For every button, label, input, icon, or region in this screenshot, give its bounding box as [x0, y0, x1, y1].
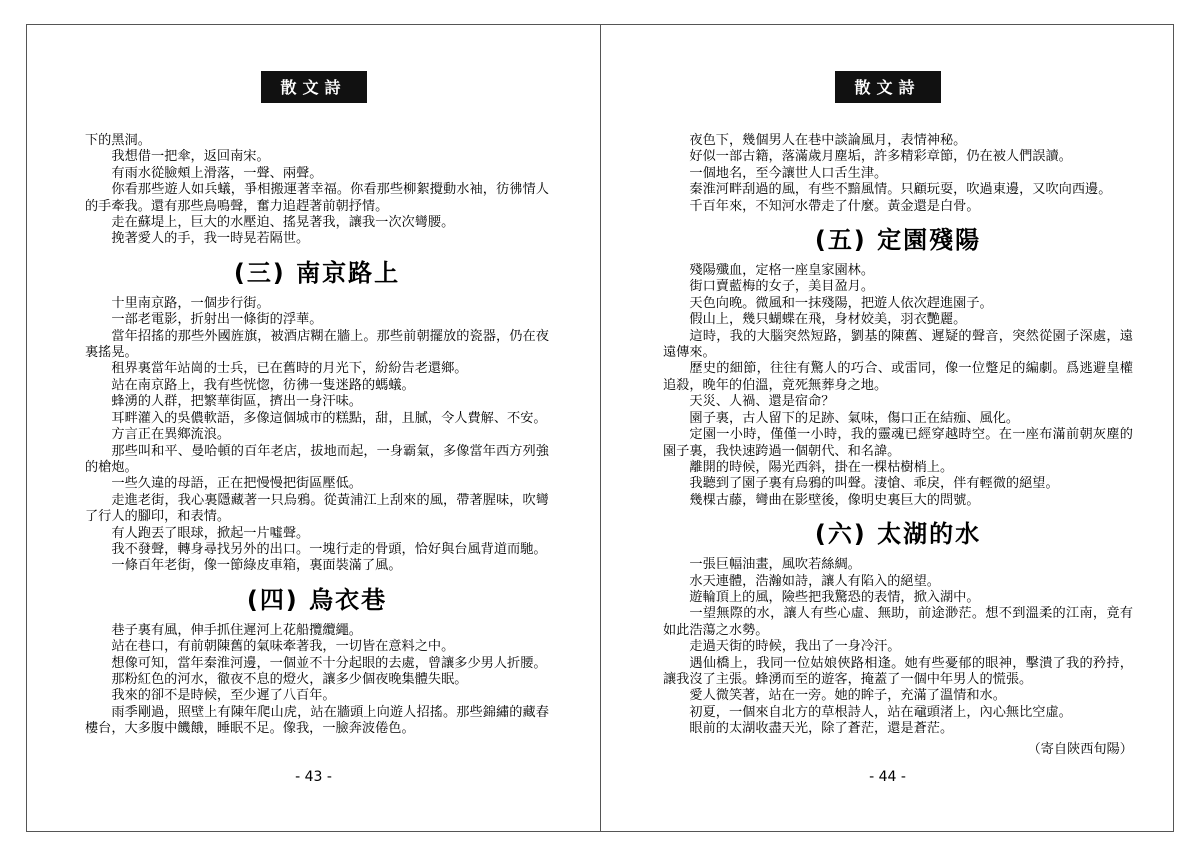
- paragraph: 街口賣藍梅的女子，美目盈月。: [689, 279, 875, 295]
- page-left: [27, 25, 600, 831]
- paragraph: 遇仙橋上，我同一位姑娘俠路相逢。她有些憂郁的眼神，擊潰了我的矜持，讓我沒了主張。蜂湧而至的遊客，掩蓋了一個中年男人的慌張。: [663, 655, 1133, 687]
- paragraph: 巷子裏有風，伸手抓住遲河上花船攬纜繩。: [111, 622, 362, 638]
- paragraph: 走在蘇堤上，巨大的水壓迫、搖晃著我，讓我一次次彎腰。: [111, 215, 455, 231]
- left-page-text: [85, 133, 549, 738]
- paragraph: 走過天街的時候，我出了一身冷汗。: [689, 639, 901, 655]
- paragraph: 那粉紅色的河水，徹夜不息的燈火，讓多少個夜晚集體失眠。: [111, 671, 468, 687]
- paragraph: 有人跑丟了眼球，掀起一片噓聲。: [111, 525, 310, 541]
- page-number: - 44 -: [869, 769, 906, 785]
- section-title: (四) 烏衣巷: [246, 585, 388, 614]
- paragraph: 那些叫和平、曼哈頓的百年老店，拔地而起，一身霸氣，多像當年西方列強的槍炮。: [85, 443, 549, 475]
- paragraph: 秦淮河畔刮過的風，有些不黯風情。只顧玩耍，吹過東邊，又吹向西邊。: [689, 182, 1112, 198]
- paragraph: 我來的卻不是時候，至少遲了八百年。: [111, 688, 336, 704]
- paragraph: 水天連體，浩瀚如詩，讓人有陷入的絕望。: [689, 573, 940, 589]
- paragraph: 眼前的太湖收盡天光，除了蒼茫，還是蒼茫。: [689, 721, 954, 737]
- paragraph: 走進老街，我心裏隱藏著一只烏鴉。從黃浦江上刮來的風，帶著腥味，吹彎了行人的腳印，和表情。: [85, 492, 549, 525]
- paragraph: 我聽到了園子裏有烏鴉的叫聲。淒愴、乖戾，伴有輕微的絕望。: [689, 476, 1059, 492]
- paragraph: 站在巷口，有前朝陳舊的氣味牽著我，一切皆在意料之中。: [111, 639, 455, 655]
- section-title: (六) 太湖的水: [814, 520, 982, 549]
- paragraph: 租界裏當年站崗的士兵，已在舊時的月光下，紛紛告老還鄉。: [111, 361, 468, 377]
- paragraph: 方言正在異鄉流浪。: [111, 427, 231, 443]
- paragraph: 殘陽殲血，定格一座皇家園林。: [689, 263, 875, 279]
- paragraph: 你看那些遊人如兵蟻，爭相搬運著幸福。你看那些柳絮攪動水袖，彷彿情人的手牽我。還有那些鳥鳴聲，奮力追趕著前朝抒情。: [85, 182, 549, 214]
- paragraph: 定園一小時，僅僅一小時，我的靈魂已經穿越時空。在一座布滿前朝灰塵的園子裏，我快速跨過一個朝代、和名諱。: [663, 427, 1133, 459]
- paragraph: 一部老電影，折射出一條街的浮華。: [111, 312, 323, 328]
- source-note: （寄自陝西旬陽）: [1027, 741, 1133, 757]
- paragraph: 園子裏，古人留下的足跡、氣味，傷口正在結痂、風化。: [689, 410, 1020, 426]
- paragraph: 想像可知，當年秦淮河邊，一個並不十分起眼的去處，曾讓多少男人折腰。: [111, 655, 547, 671]
- book-spread: [26, 24, 1174, 832]
- paragraph: 雨季剛過，照壁上有陳年爬山虎，站在牆頭上向遊人招搖。那些錦繡的藏春樓台，大多腹中饑餓，睡眠不足。像我，一臉奔波倦色。: [85, 704, 549, 737]
- paragraph: 站在南京路上，我有些恍惚，彷彿一隻迷路的螞蟻。: [111, 377, 415, 393]
- paragraph: 我不發聲，轉身尋找另外的出口。一塊行走的骨頭，恰好與台風背道而馳。: [111, 541, 547, 557]
- paragraph: 幾棵古藤，彎曲在影壁後，像明史裏巨大的問號。: [689, 492, 980, 508]
- paragraph: 下的黑洞。: [85, 133, 151, 148]
- paragraph: 一望無際的水，讓人有些心虛、無助，前途渺茫。想不到溫柔的江南，竟有如此浩蕩之水勢。: [663, 606, 1133, 638]
- paragraph: 耳畔灌入的吳儂軟語，多像這個城市的糕點，甜，且膩，令人費解、不安。: [111, 410, 547, 426]
- paragraph: 千百年來，不知河水帶走了什麼。黃金還是白骨。: [689, 198, 980, 214]
- right-page-text: [663, 133, 1133, 758]
- paragraph: 我想借一把傘，返回南宋。: [111, 149, 270, 165]
- paragraph: 天色向晚。微風和一抹殘陽，把遊人依次趕進園子。: [689, 295, 993, 311]
- page-header: 散文詩: [260, 71, 366, 103]
- paragraph: 愛人微笑著，站在一旁。她的眸子，充滿了溫情和水。: [689, 688, 1006, 704]
- paragraph: 遊輪頂上的風，險些把我驚恐的表情，掀入湖中。: [689, 589, 980, 605]
- page-header: 散文詩: [834, 71, 940, 103]
- paragraph: 十里南京路，一個步行街。: [111, 295, 270, 311]
- paragraph: 這時，我的大腦突然短路，劉基的陳舊、遲疑的聲音，突然從園子深處，遠遠傳來。: [663, 328, 1133, 361]
- section-title: (五) 定園殘陽: [814, 226, 982, 255]
- paragraph: 好似一部古籍，落滿歲月塵垢，許多精彩章節，仍在被人們誤讀。: [689, 149, 1072, 165]
- paragraph: 天災、人禍、還是宿命？: [689, 394, 835, 410]
- paragraph: 初夏，一個來自北方的草根詩人，站在黿頭渚上，內心無比空虛。: [689, 704, 1072, 720]
- paragraph: 離開的時候，陽光西斜，掛在一棵枯樹梢上。: [689, 459, 954, 475]
- section-title: (三) 南京路上: [233, 258, 401, 287]
- paragraph: 一張巨幅油畫，風吹若絲綢。: [689, 557, 861, 573]
- paragraph: 夜色下，幾個男人在巷中談論風月，表情神秘。: [689, 133, 967, 148]
- paragraph: 一些久違的母語，正在把慢慢把街區壓低。: [111, 476, 362, 492]
- paragraph: 當年招搖的那些外國旌旗，被酒店糊在牆上。那些前朝擺放的瓷器，仍在夜裏搖晃。: [85, 328, 549, 361]
- paragraph: 有雨水從臉頰上滑落，一聲、兩聲。: [111, 165, 323, 181]
- page-number: - 43 -: [295, 769, 332, 785]
- paragraph: 一個地名，至今讓世人口舌生津。: [689, 165, 888, 181]
- paragraph: 蜂湧的人群，把繁華街區，擠出一身汗味。: [111, 394, 362, 410]
- paragraph: 一條百年老街，像一節綠皮車箱，裏面裝滿了風。: [111, 558, 402, 574]
- paragraph: 假山上，幾只蝴蝶在飛，身材姣美，羽衣艷麗。: [689, 312, 967, 328]
- paragraph: 挽著愛人的手，我一時晃若隔世。: [111, 231, 310, 247]
- page-right: [601, 25, 1174, 831]
- paragraph: 歷史的細節，往往有驚人的巧合、或雷同，像一位蹩足的編劇。爲逃避皇權追殺，晚年的伯溫，竟死無葬身之地。: [663, 361, 1133, 393]
